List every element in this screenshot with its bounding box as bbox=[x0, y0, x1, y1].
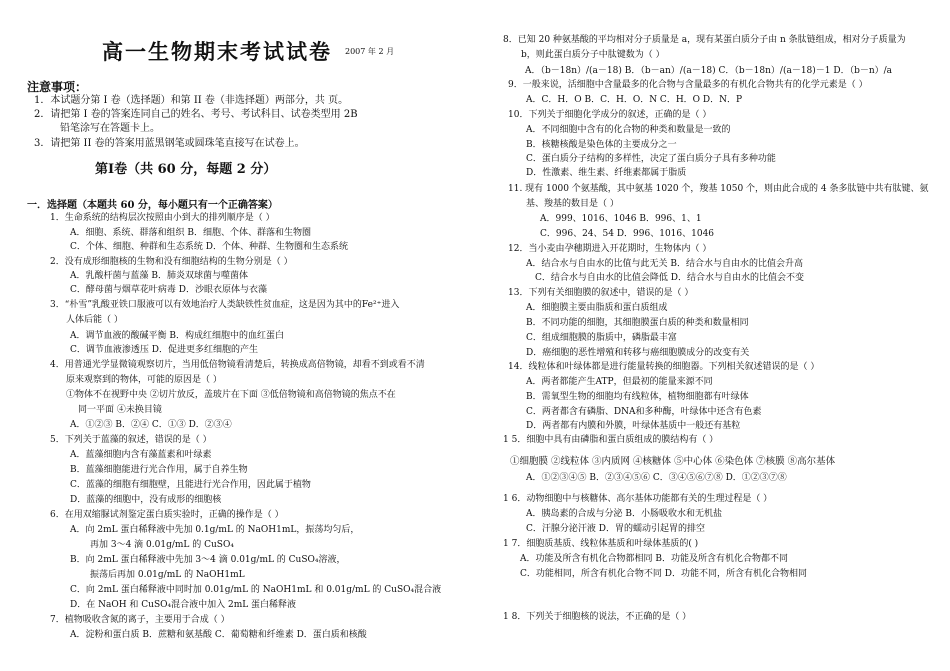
question-line: B．核糖核酸是染色体的主要成分之一 bbox=[526, 140, 677, 150]
question-line: A．999、1016、1046 B．996、1、1 bbox=[540, 214, 702, 224]
question-line: B．向 2mL 蛋白稀释液中先加 3～4 滴 0.01g/mL 的 CuSO₄溶液， bbox=[70, 555, 346, 565]
question-line: A．不同细胞中含有的化合物的种类和数量是一致的 bbox=[526, 125, 731, 135]
question-line: A．功能及所含有机化合物都相同 B．功能及所含有机化合物都不同 bbox=[520, 554, 788, 564]
question-line: 7．植物吸收含氮的离子，主要用于合成（ ） bbox=[50, 615, 230, 625]
question-line: B．需氧型生物的细胞均有线粒体，植物细胞都有叶绿体 bbox=[526, 392, 749, 402]
question-line: 14．线粒体和叶绿体都是进行能量转换的细胞器。下列相关叙述错误的是（ ） bbox=[508, 362, 820, 372]
question-line: A．细胞、系统、群落和组织 B．细胞、个体、群落和生物圈 bbox=[70, 228, 311, 238]
question-line: C．功能相同，所含有机化合物不同 D．功能不同，所含有机化合物相同 bbox=[520, 569, 807, 579]
question-line: A．（b－18n）/(a－18) B．（b－an）/(a－18) C．（b－18n）/(a－18)－1 D．（b－n）/a bbox=[525, 66, 893, 76]
notice-item: 3．请把第 II 卷的答案用蓝黑钢笔或圆珠笔直接写在试卷上。 bbox=[34, 138, 305, 149]
question-line: A．淀粉和蛋白质 B．蔗糖和氨基酸 C．葡萄糖和纤维素 D．蛋白质和核酸 bbox=[70, 630, 367, 640]
question-line: A．向 2mL 蛋白稀释液中先加 0.1g/mL 的 NaOH1mL，振荡均匀后， bbox=[70, 525, 360, 535]
question-line: C．蛋白质分子结构的多样性，决定了蛋白质分子具有多种功能 bbox=[526, 154, 776, 164]
question-line: 10．下列关于细胞化学成分的叙述，正确的是（ ） bbox=[508, 110, 712, 120]
question-line: A．调节血液的酸碱平衡 B．构成红细胞中的血红蛋白 bbox=[70, 331, 284, 341]
question-line: C．酵母菌与烟草花叶病毒 D．沙眼衣原体与衣藻 bbox=[70, 285, 267, 295]
question-line: b，则此蛋白质分子中肽键数为（ ） bbox=[521, 50, 665, 60]
question-line: 12．当小麦由孕穗期进入开花期时，生物体内（ ） bbox=[508, 244, 712, 254]
notice-item: 2．请把第 I 卷的答案连同自己的姓名、考号、考试科目、试卷类型用 2B bbox=[34, 109, 358, 120]
question-line: B．不同功能的细胞，其细胞膜蛋白质的种类和数量相同 bbox=[526, 318, 749, 328]
question-line: D．在 NaOH 和 CuSO₄混合液中加入 2mL 蛋白稀释液 bbox=[70, 600, 297, 610]
question-line: 2．没有成形细胞核的生物和没有细胞结构的生物分别是（ ） bbox=[50, 257, 293, 267]
question-line: 6．在用双缩脲试剂鉴定蛋白质实验时，正确的操作是（ ） bbox=[50, 510, 284, 520]
question-line: C．996、24、54 D．996、1016、1046 bbox=[540, 229, 715, 239]
question-line: C．蓝藻的细胞有细胞壁，且能进行光合作用，因此属于植物 bbox=[70, 480, 311, 490]
question-line: 1 5．细胞中具有由磷脂和蛋白质组成的膜结构有（ ） bbox=[503, 435, 719, 445]
question-line: 1．生命系统的结构层次按照由小到大的排列顺序是（ ） bbox=[50, 213, 275, 223]
question-line: 11. 现有 1000 个氨基酸，其中氨基 1020 个，羧基 1050 个，则由此合成的 4 条多肽链中共有肽键、氨 bbox=[508, 184, 929, 194]
question-line: C．组成细胞膜的脂质中，磷脂最丰富 bbox=[526, 333, 677, 343]
question-line: A．乳酸杆菌与蓝藻 B．肺炎双球菌与噬菌体 bbox=[70, 271, 248, 281]
question-line: A．两者都能产生ATP，但最初的能量来源不同 bbox=[526, 377, 713, 387]
question-line: 5．下列关于蓝藻的叙述，错误的是（ ） bbox=[50, 435, 212, 445]
question-line: A．C．H．O B．C．H．O．N C．H．O D．N．P bbox=[526, 95, 743, 105]
question-line: 1 6．动物细胞中与核糖体、高尔基体功能都有关的生理过程是（ ） bbox=[503, 494, 773, 504]
question-line: A．①②③ B．②④ C．①③ D．②③④ bbox=[70, 420, 232, 430]
question-line: 同一平面 ④未换目镜 bbox=[78, 405, 162, 415]
exam-title: 高一生物期末考试试卷 bbox=[102, 39, 332, 64]
question-line: 再加 3～4 滴 0.01g/mL 的 CuSO₄ bbox=[90, 540, 234, 550]
question-line: 13．下列有关细胞膜的叙述中，错误的是（ ） bbox=[508, 288, 694, 298]
question-line: D．两者都有内膜和外膜，叶绿体基质中一般还有基粒 bbox=[526, 421, 741, 431]
question-line: A．蓝藻细胞内含有藻蓝素和叶绿素 bbox=[70, 450, 212, 460]
part-one-heading: 第Ⅰ卷（共 60 分，每题 2 分） bbox=[95, 162, 277, 177]
question-line: D．蓝藻的细胞中，没有成形的细胞核 bbox=[70, 495, 222, 505]
question-line: 3．“朴雪”乳酸亚铁口服液可以有效地治疗人类缺铁性贫血症，这是因为其中的Fe²⁺进入 bbox=[50, 300, 400, 310]
question-line: A．细胞膜主要由脂质和蛋白质组成 bbox=[526, 303, 668, 313]
exam-date: 2007 年 2 月 bbox=[345, 47, 395, 56]
notice-item: 1．本试题分第 I 卷（选择题）和第 II 卷（非选择题）两部分，共 页。 bbox=[34, 95, 349, 106]
question-line: 原来观察到的物体，可能的原因是（ ） bbox=[66, 375, 222, 385]
question-line: D．癌细胞的恶性增殖和转移与癌细胞膜成分的改变有关 bbox=[526, 348, 750, 358]
question-line: A．胰岛素的合成与分泌 B．小肠吸收水和无机盐 bbox=[526, 509, 722, 519]
question-line: 1 8．下列关于细胞核的说法，不正确的是（ ） bbox=[503, 612, 692, 622]
question-line: C．向 2mL 蛋白稀释液中同时加 0.01g/mL 的 NaOH1mL 和 0.01g/mL 的 CuSO₄混合液 bbox=[70, 585, 442, 595]
section-heading: 一．选择题（本题共 60 分，每小题只有一个正确答案） bbox=[27, 200, 278, 211]
question-line: C．汗腺分泌汗液 D．胃的蠕动引起胃的排空 bbox=[526, 524, 705, 534]
question-line: ①物体不在视野中央 ②切片放反，盖玻片在下面 ③低倍物镜和高倍物镜的焦点不在 bbox=[66, 390, 396, 400]
question-line: A．①②③④⑤ B．②③④⑤⑥ C．③④⑤⑥⑦⑧ D．①②③⑦⑧ bbox=[526, 473, 787, 483]
question-line: 9．一般来说，活细胞中含量最多的化合物与含量最多的有机化合物共有的化学元素是（ ） bbox=[508, 80, 868, 90]
question-line: C．两者都含有磷脂、DNA和多种酶，叶绿体中还含有色素 bbox=[526, 407, 762, 417]
question-line: 人体后能（ ） bbox=[66, 315, 123, 325]
question-line: A．结合水与自由水的比值与此无关 B．结合水与自由水的比值会升高 bbox=[526, 259, 803, 269]
notice-item: 铅笔涂写在答题卡上。 bbox=[60, 123, 160, 134]
question-line: 1 7．细胞质基质、线粒体基质和叶绿体基质的( ) bbox=[503, 539, 699, 549]
question-line: B．蓝藻细胞能进行光合作用，属于自养生物 bbox=[70, 465, 248, 475]
notice-heading: 注意事项： bbox=[27, 80, 88, 94]
question-line: 振荡后再加 0.01g/mL 的 NaOH1mL bbox=[90, 570, 245, 580]
question-line: 基、羧基的数目是（ ） bbox=[526, 199, 619, 209]
question-line: 4．用普通光学显微镜观察切片，当用低倍物镜看清楚后，转换成高倍物镜，却看不到或看不清 bbox=[50, 360, 425, 370]
question-line: C．调节血液渗透压 D．促进更多红细胞的产生 bbox=[70, 345, 258, 355]
question-line: D．性激素、维生素、纤维素都属于脂质 bbox=[526, 168, 687, 178]
question-line: C．结合水与自由水的比值会降低 D．结合水与自由水的比值会不变 bbox=[535, 273, 804, 283]
question-line: ①细胞膜 ②线粒体 ③内质网 ④核糖体 ⑤中心体 ⑥染色体 ⑦核膜 ⑧高尔基体 bbox=[510, 456, 836, 467]
question-line: C．个体、细胞、种群和生态系统 D．个体、种群、生物圈和生态系统 bbox=[70, 242, 348, 252]
question-line: 8．已知 20 种氨基酸的平均相对分子质量是 a，现有某蛋白质分子由 n 条肽链组成，相对分子质量为 bbox=[503, 35, 906, 45]
